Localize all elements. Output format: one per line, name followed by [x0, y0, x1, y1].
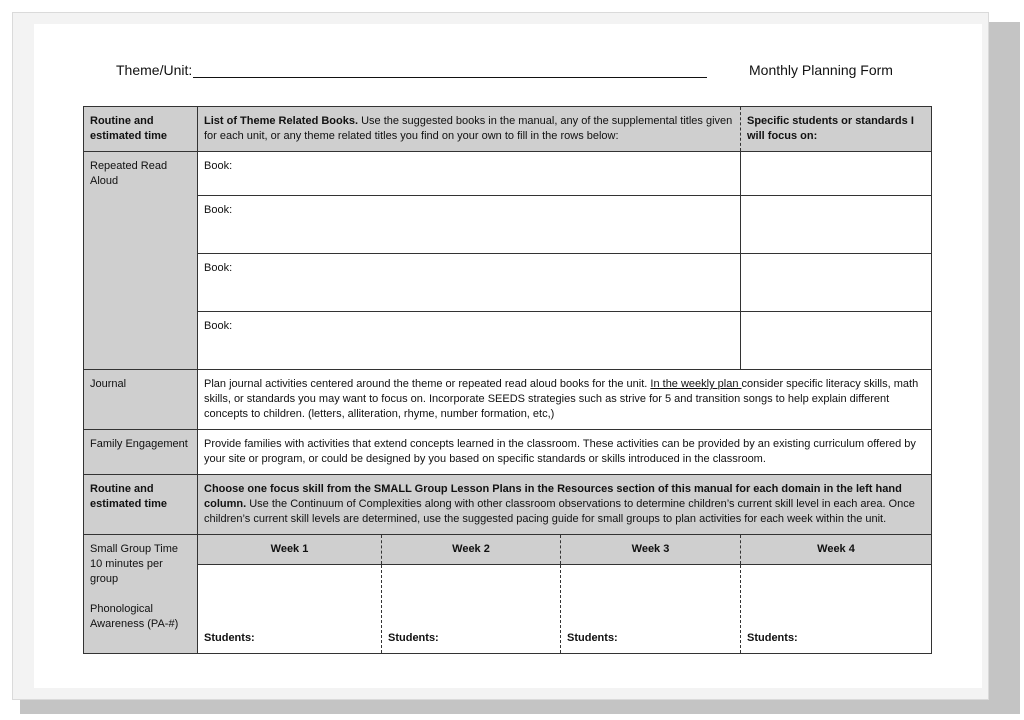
theme-unit-label: Theme/Unit: — [116, 62, 193, 78]
small-group-label: Small Group Time 10 minutes per group Phonological Awareness (PA-#) — [84, 535, 198, 654]
week-1-students: Students: — [198, 565, 382, 654]
theme-unit-blank-line — [193, 63, 707, 78]
week-3-header: Week 3 — [561, 535, 741, 565]
focus-cell — [741, 196, 932, 254]
family-engagement-row — [84, 430, 932, 475]
repeated-read-aloud-label: Repeated Read Aloud — [84, 152, 198, 370]
week-2-header: Week 2 — [382, 535, 561, 565]
focus-cell — [741, 312, 932, 370]
book-cell: Book: — [198, 152, 741, 196]
focus-header: Specific students or standards I will focus on: — [741, 107, 932, 152]
small-group-header-row — [84, 475, 932, 535]
form-title: Monthly Planning Form — [749, 62, 893, 78]
week-3-students: Students: — [561, 565, 741, 654]
book-row — [84, 152, 932, 196]
focus-cell — [741, 152, 932, 196]
week-header-row — [84, 535, 932, 565]
routine-header: Routine and estimated time — [84, 107, 198, 152]
book-cell: Book: — [198, 254, 741, 312]
journal-label: Journal — [84, 370, 198, 430]
week-1-header: Week 1 — [198, 535, 382, 565]
family-engagement-text: Provide families with activities that extend concepts learned in the classroom. These activities can be provided by an existing curriculum offered by your site or program, or could be designed by you based on specific standards or skills introduced in the classroom. — [198, 430, 932, 475]
week-4-header: Week 4 — [741, 535, 932, 565]
book-row — [84, 254, 932, 312]
journal-row — [84, 370, 932, 430]
family-engagement-label: Family Engagement — [84, 430, 198, 475]
focus-cell — [741, 254, 932, 312]
week-2-students: Students: — [382, 565, 561, 654]
theme-unit-header — [116, 62, 707, 78]
routine-header-2: Routine and estimated time — [84, 475, 198, 535]
books-header-row — [84, 107, 932, 152]
books-header: List of Theme Related Books. Use the suggested books in the manual, any of the supplemental titles given for each unit, or any theme related titles you find on your own to fill in the rows below: — [198, 107, 741, 152]
book-cell: Book: — [198, 312, 741, 370]
book-cell: Book: — [198, 196, 741, 254]
journal-text: Plan journal activities centered around the theme or repeated read aloud books for the unit. In the weekly plan consider specific literacy skills, math skills, or standards you may want to focus on. Incorporate SEEDS strategies such as strive for 5 and transition songs to help explain different concepts to children. (letters, alliteration, rhyme, number formation, etc,) — [198, 370, 932, 430]
week-4-students: Students: — [741, 565, 932, 654]
planning-form-table — [83, 106, 932, 654]
book-row — [84, 312, 932, 370]
students-row — [84, 565, 932, 654]
book-row — [84, 196, 932, 254]
small-group-instructions: Choose one focus skill from the SMALL Group Lesson Plans in the Resources section of this manual for each domain in the left hand column. Use the Continuum of Complexities along with other classroom observations to determine children’s current skill level in each area. Once children’s current skill levels are determined, use the suggested pacing guide for small groups to plan activities for each week within the unit. — [198, 475, 932, 535]
